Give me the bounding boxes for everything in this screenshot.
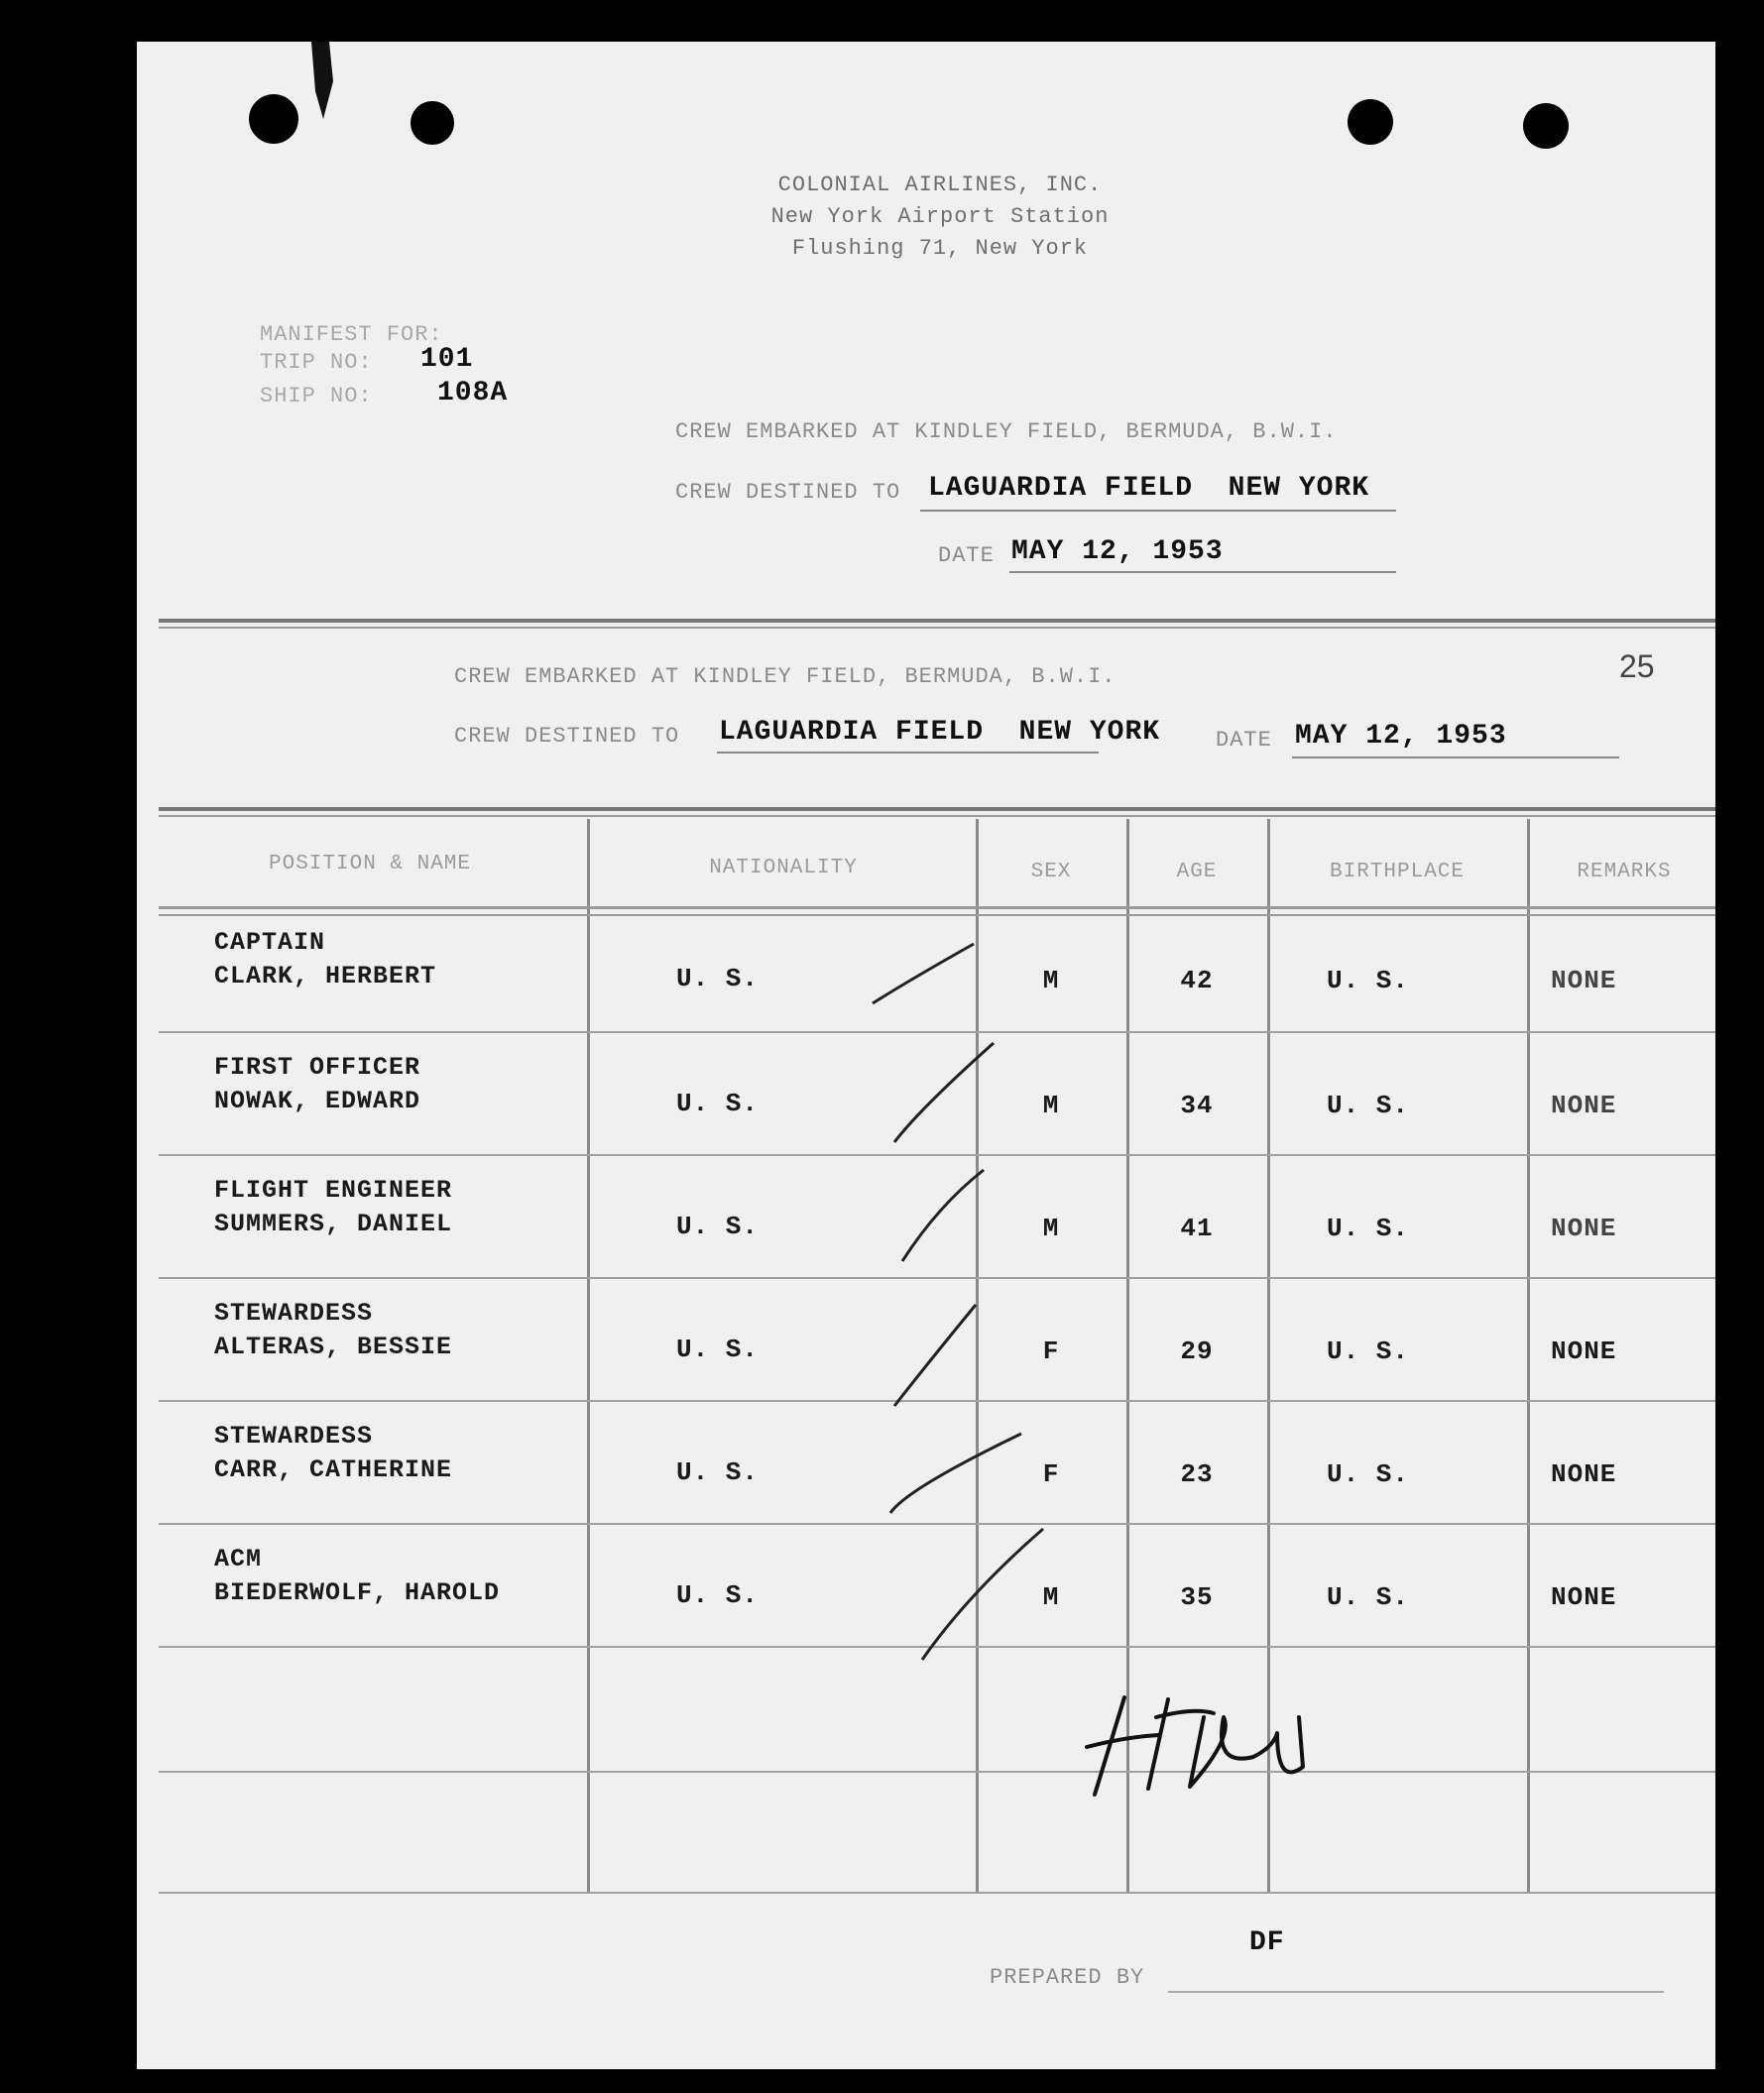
table-row-age: 42 xyxy=(1180,966,1214,995)
table-row-age: 35 xyxy=(1180,1582,1214,1612)
underline xyxy=(717,752,1099,754)
divider xyxy=(159,627,1715,629)
company-name: COLONIAL AIRLINES, INC. xyxy=(777,173,1103,197)
table-row-position: FLIGHT ENGINEER xyxy=(214,1176,453,1205)
row-divider xyxy=(159,1892,1715,1894)
signature xyxy=(1065,1678,1323,1797)
manifest-document xyxy=(137,42,1715,2069)
crew-destined-label-2: CREW DESTINED TO xyxy=(454,724,680,749)
punch-hole xyxy=(1348,99,1393,145)
table-row-age: 34 xyxy=(1180,1091,1214,1120)
trip-label: TRIP NO: xyxy=(260,350,373,375)
table-row-nationality: U. S. xyxy=(676,1212,760,1241)
table-row-name: ALTERAS, BESSIE xyxy=(214,1333,453,1361)
column-divider xyxy=(587,819,590,1892)
table-row-remarks: NONE xyxy=(1551,1337,1617,1366)
table-row-sex: M xyxy=(1042,1582,1060,1612)
underline xyxy=(920,510,1396,512)
table-row-sex: M xyxy=(1042,1091,1060,1120)
table-row-name: BIEDERWOLF, HAROLD xyxy=(214,1578,501,1607)
underline xyxy=(1292,756,1619,758)
punch-hole xyxy=(1523,103,1569,149)
table-row-birthplace: U. S. xyxy=(1327,966,1410,995)
table-row-birthplace: U. S. xyxy=(1327,1459,1410,1489)
header-position-name: POSITION & NAME xyxy=(268,853,472,875)
table-row-sex: M xyxy=(1042,1214,1060,1243)
table-row-remarks: NONE xyxy=(1551,1459,1617,1489)
table-row-remarks: NONE xyxy=(1551,1091,1617,1120)
table-row-sex: F xyxy=(1042,1459,1060,1489)
page-number: 25 xyxy=(1619,648,1655,684)
underline xyxy=(1168,1991,1664,1993)
table-row-age: 41 xyxy=(1180,1214,1214,1243)
column-divider xyxy=(1527,819,1530,1892)
header-birthplace: BIRTHPLACE xyxy=(1329,861,1466,883)
divider xyxy=(159,807,1715,811)
station-city: Flushing 71, New York xyxy=(791,236,1089,261)
row-divider xyxy=(159,1154,1715,1156)
header-divider xyxy=(159,906,1715,909)
row-divider xyxy=(159,1031,1715,1033)
table-row-name: CLARK, HERBERT xyxy=(214,962,437,990)
row-divider xyxy=(159,1277,1715,1279)
table-row-remarks: NONE xyxy=(1551,966,1617,995)
table-row-birthplace: U. S. xyxy=(1327,1337,1410,1366)
row-divider xyxy=(159,1771,1715,1773)
table-row-position: STEWARDESS xyxy=(214,1422,374,1451)
header-sex: SEX xyxy=(1030,861,1072,883)
check-mark xyxy=(886,1430,1025,1519)
station-name: New York Airport Station xyxy=(770,204,1110,229)
header-remarks: REMARKS xyxy=(1577,861,1672,883)
table-row-name: NOWAK, EDWARD xyxy=(214,1087,421,1115)
prepared-by-label: PREPARED BY xyxy=(990,1965,1145,1990)
punch-hole xyxy=(411,101,454,145)
check-mark xyxy=(890,1039,1000,1148)
check-mark xyxy=(918,1525,1047,1664)
divider xyxy=(159,815,1715,817)
table-row-nationality: U. S. xyxy=(676,964,760,993)
ink-blot xyxy=(305,42,345,121)
divider xyxy=(159,619,1715,623)
table-row-position: ACM xyxy=(214,1545,263,1573)
table-row-sex: F xyxy=(1042,1337,1060,1366)
table-row-nationality: U. S. xyxy=(676,1457,760,1487)
table-row-birthplace: U. S. xyxy=(1327,1091,1410,1120)
date-label: DATE xyxy=(938,543,995,568)
crew-embarked-text: CREW EMBARKED AT KINDLEY FIELD, BERMUDA, B.W.I. xyxy=(675,419,1338,444)
table-row-position: CAPTAIN xyxy=(214,928,326,957)
table-row-sex: M xyxy=(1042,966,1060,995)
check-mark xyxy=(890,1301,980,1410)
table-row-age: 23 xyxy=(1180,1459,1214,1489)
table-row-nationality: U. S. xyxy=(676,1089,760,1118)
crew-destined-label: CREW DESTINED TO xyxy=(675,480,901,505)
ship-label: SHIP NO: xyxy=(260,384,373,408)
crew-embarked-text-2: CREW EMBARKED AT KINDLEY FIELD, BERMUDA, B.W.I. xyxy=(454,664,1117,689)
table-row-remarks: NONE xyxy=(1551,1582,1617,1612)
date-label-2: DATE xyxy=(1216,728,1272,753)
trip-value: 101 xyxy=(420,344,474,375)
crew-destined-value: LAGUARDIA FIELD NEW YORK xyxy=(928,473,1370,504)
table-row-remarks: NONE xyxy=(1551,1214,1617,1243)
table-row-name: SUMMERS, DANIEL xyxy=(214,1210,453,1238)
manifest-label: MANIFEST FOR: xyxy=(260,322,443,347)
ship-value: 108A xyxy=(437,378,509,408)
table-row-position: FIRST OFFICER xyxy=(214,1053,421,1082)
header-divider xyxy=(159,914,1715,916)
header-age: AGE xyxy=(1176,861,1218,883)
table-row-birthplace: U. S. xyxy=(1327,1582,1410,1612)
table-row-birthplace: U. S. xyxy=(1327,1214,1410,1243)
crew-destined-value-2: LAGUARDIA FIELD NEW YORK xyxy=(719,717,1161,748)
date-value: MAY 12, 1953 xyxy=(1011,536,1224,567)
table-row-name: CARR, CATHERINE xyxy=(214,1455,453,1484)
table-row-position: STEWARDESS xyxy=(214,1299,374,1328)
punch-hole xyxy=(249,94,298,144)
check-mark xyxy=(871,940,980,1009)
underline xyxy=(1009,571,1396,573)
table-row-age: 29 xyxy=(1180,1337,1214,1366)
check-mark xyxy=(898,1166,988,1265)
prepared-by-value: DF xyxy=(1249,1927,1285,1958)
date-value-2: MAY 12, 1953 xyxy=(1295,721,1507,752)
table-row-nationality: U. S. xyxy=(676,1335,760,1364)
table-row-nationality: U. S. xyxy=(676,1580,760,1610)
header-nationality: NATIONALITY xyxy=(709,857,858,879)
